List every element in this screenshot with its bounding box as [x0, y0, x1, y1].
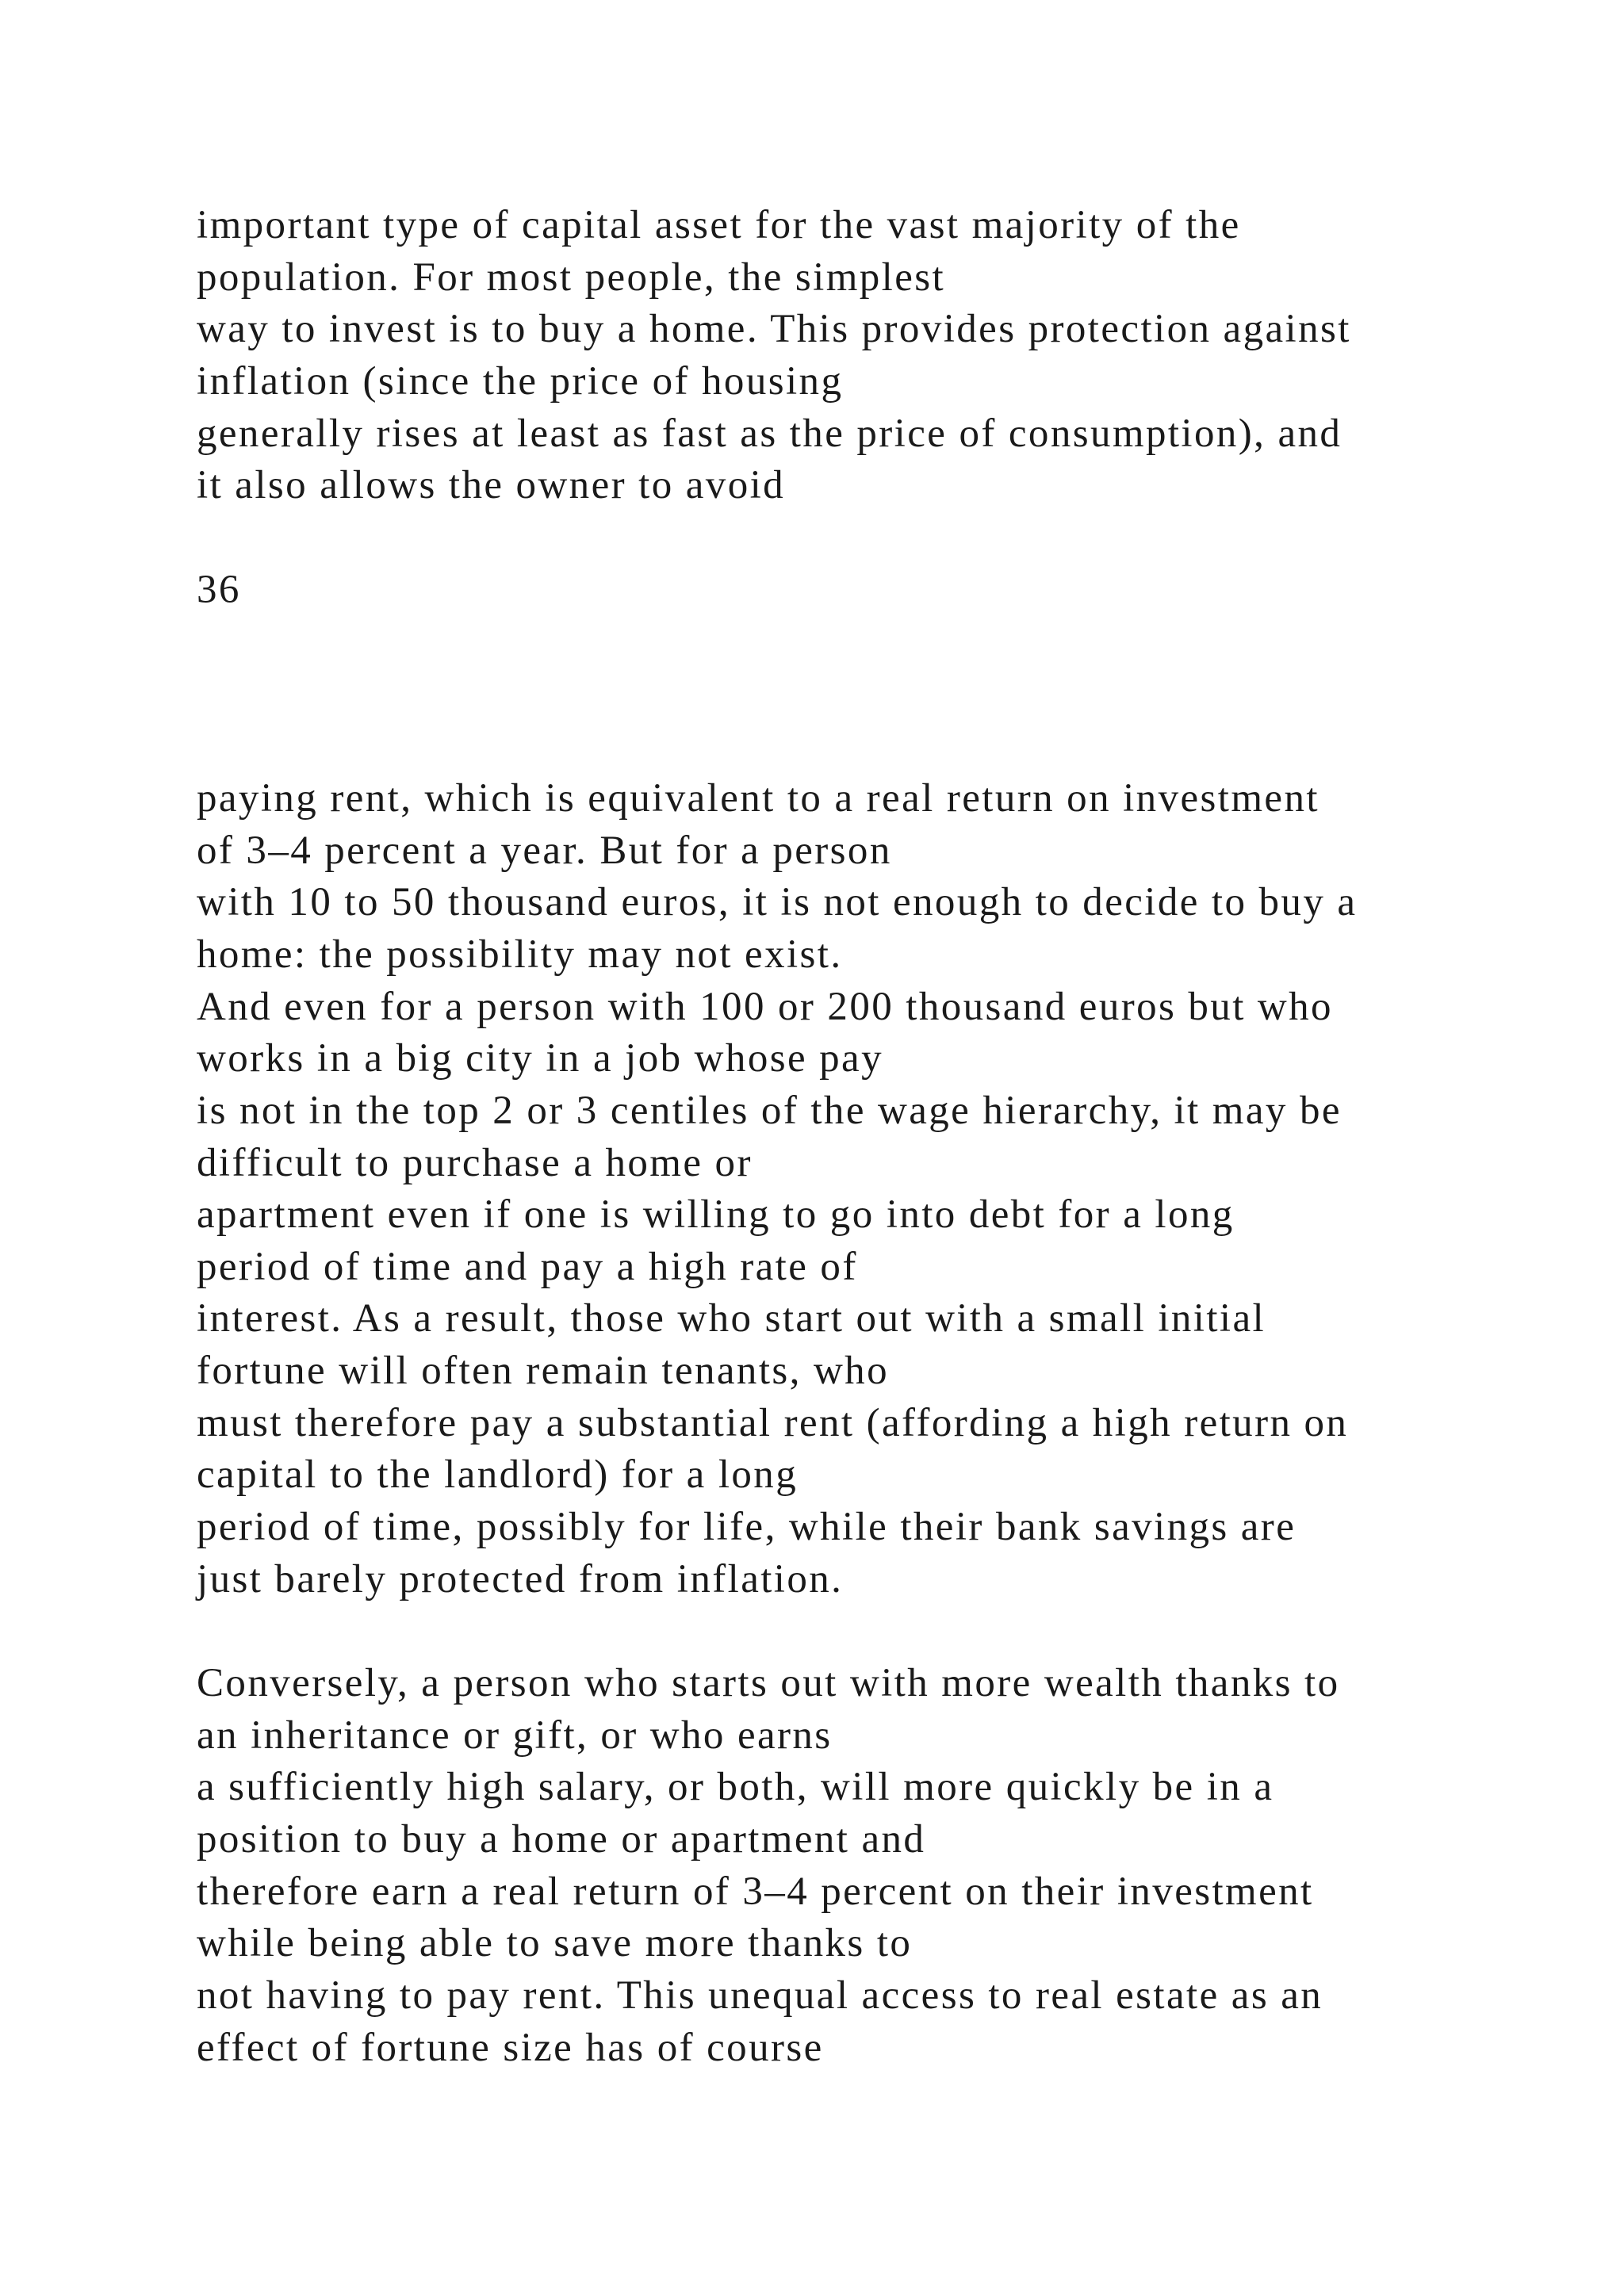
text-line: way to invest is to buy a home. This provides protection against	[197, 307, 1351, 351]
text-line: population. For most people, the simplest	[197, 255, 946, 300]
text-line: inflation (since the price of housing	[197, 359, 844, 404]
text-line: Conversely, a person who starts out with more wealth thanks to	[197, 1661, 1340, 1705]
text-line: while being able to save more thanks to	[197, 1921, 913, 1965]
text-line: position to buy a home or apartment and	[197, 1817, 926, 1862]
text-line: difficult to purchase a home or	[197, 1141, 753, 1185]
page-number: 36	[197, 568, 241, 612]
text-line: effect of fortune size has of course	[197, 2026, 824, 2070]
text-line: period of time and pay a high rate of	[197, 1245, 858, 1289]
text-line: generally rises at least as fast as the price of consumption), and	[197, 411, 1342, 456]
text-line: not having to pay rent. This unequal access to real estate as an	[197, 1973, 1323, 2018]
text-line: of 3–4 percent a year. But for a person	[197, 828, 892, 873]
text-line: must therefore pay a substantial rent (affording a high return on	[197, 1401, 1349, 1445]
text-line: home: the possibility may not exist.	[197, 932, 843, 977]
text-line: And even for a person with 100 or 200 thousand euros but who	[197, 985, 1333, 1029]
text-line: therefore earn a real return of 3–4 percent on their investment	[197, 1869, 1314, 1914]
text-line: interest. As a result, those who start out with a small initial	[197, 1296, 1266, 1341]
text-line: with 10 to 50 thousand euros, it is not enough to decide to buy a	[197, 880, 1358, 924]
text-line: important type of capital asset for the vast majority of the	[197, 203, 1241, 247]
text-line: just barely protected from inflation.	[197, 1557, 844, 1601]
text-line: it also allows the owner to avoid	[197, 463, 786, 507]
text-line: capital to the landlord) for a long	[197, 1452, 799, 1497]
text-line: an inheritance or gift, or who earns	[197, 1713, 833, 1758]
text-line: paying rent, which is equivalent to a real return on investment	[197, 776, 1320, 821]
text-line: a sufficiently high salary, or both, will more quickly be in a	[197, 1765, 1274, 1809]
text-line: fortune will often remain tenants, who	[197, 1349, 889, 1393]
text-line: works in a big city in a job whose pay	[197, 1036, 883, 1081]
text-line: is not in the top 2 or 3 centiles of the wage hierarchy, it may be	[197, 1089, 1342, 1133]
text-line: period of time, possibly for life, while their bank savings are	[197, 1505, 1297, 1549]
text-line: apartment even if one is willing to go into debt for a long	[197, 1192, 1235, 1237]
